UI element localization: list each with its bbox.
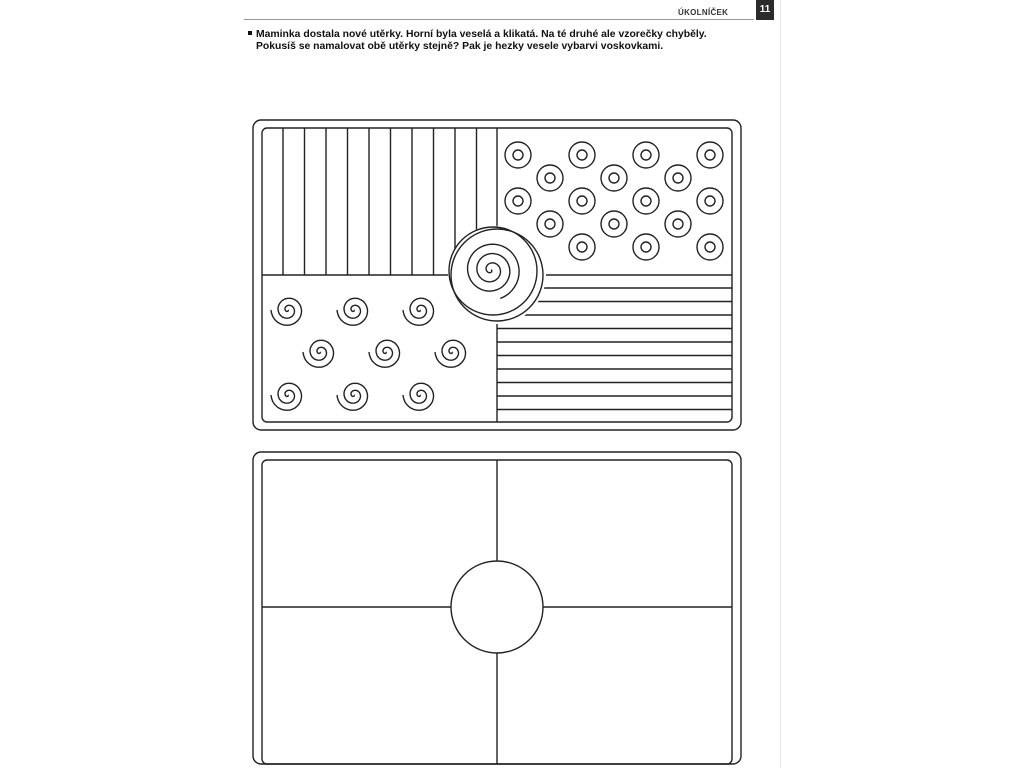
swirl <box>337 298 368 325</box>
ring-outer <box>633 142 659 168</box>
swirl <box>435 340 466 367</box>
ring-inner <box>513 150 523 160</box>
swirls-pattern <box>271 298 466 410</box>
ring-inner <box>641 242 651 252</box>
page-number: 11 <box>756 0 774 20</box>
ring-inner <box>577 242 587 252</box>
ring-inner <box>609 219 619 229</box>
ring-outer <box>665 211 691 237</box>
concentric-circles-pattern <box>505 142 723 260</box>
ring-outer <box>505 188 531 214</box>
ring-inner <box>609 173 619 183</box>
swirl <box>303 340 334 367</box>
top-towel <box>253 120 741 430</box>
ring-outer <box>569 188 595 214</box>
ring-inner <box>673 219 683 229</box>
section-label: ÚKOLNÍČEK <box>678 8 729 17</box>
bottom-center-circle <box>451 561 543 653</box>
ring-outer <box>697 142 723 168</box>
ring-inner <box>545 219 555 229</box>
ring-outer <box>505 142 531 168</box>
ring-inner <box>673 173 683 183</box>
swirl <box>403 383 434 410</box>
ring-inner <box>705 150 715 160</box>
ring-outer <box>601 211 627 237</box>
ring-inner <box>641 196 651 206</box>
ring-outer <box>601 165 627 191</box>
ring-inner <box>705 196 715 206</box>
bottom-towel <box>253 452 741 764</box>
ring-inner <box>705 242 715 252</box>
swirl <box>271 298 302 325</box>
ring-inner <box>577 150 587 160</box>
ring-outer <box>697 188 723 214</box>
vertical-stripes-pattern <box>283 128 477 275</box>
swirl <box>271 383 302 410</box>
ring-inner <box>577 196 587 206</box>
swirl <box>403 298 434 325</box>
swirl <box>337 383 368 410</box>
ring-outer <box>569 234 595 260</box>
ring-inner <box>641 150 651 160</box>
central-spiral-medallion <box>448 226 546 324</box>
ring-outer <box>537 211 563 237</box>
ring-outer <box>697 234 723 260</box>
ring-inner <box>513 196 523 206</box>
ring-outer <box>569 142 595 168</box>
swirl <box>369 340 400 367</box>
ring-inner <box>545 173 555 183</box>
ring-outer <box>537 165 563 191</box>
ring-outer <box>665 165 691 191</box>
ring-outer <box>633 188 659 214</box>
ring-outer <box>633 234 659 260</box>
instructions-line-2: Pokusíš se namalovat obě utěrky stejně? Pak je hezky vesele vybarvi voskovkami. <box>256 40 664 52</box>
instructions-line-1: Maminka dostala nové utěrky. Horní byla veselá a klikatá. Na té druhé ale vzorečky chyběly. <box>256 29 707 40</box>
